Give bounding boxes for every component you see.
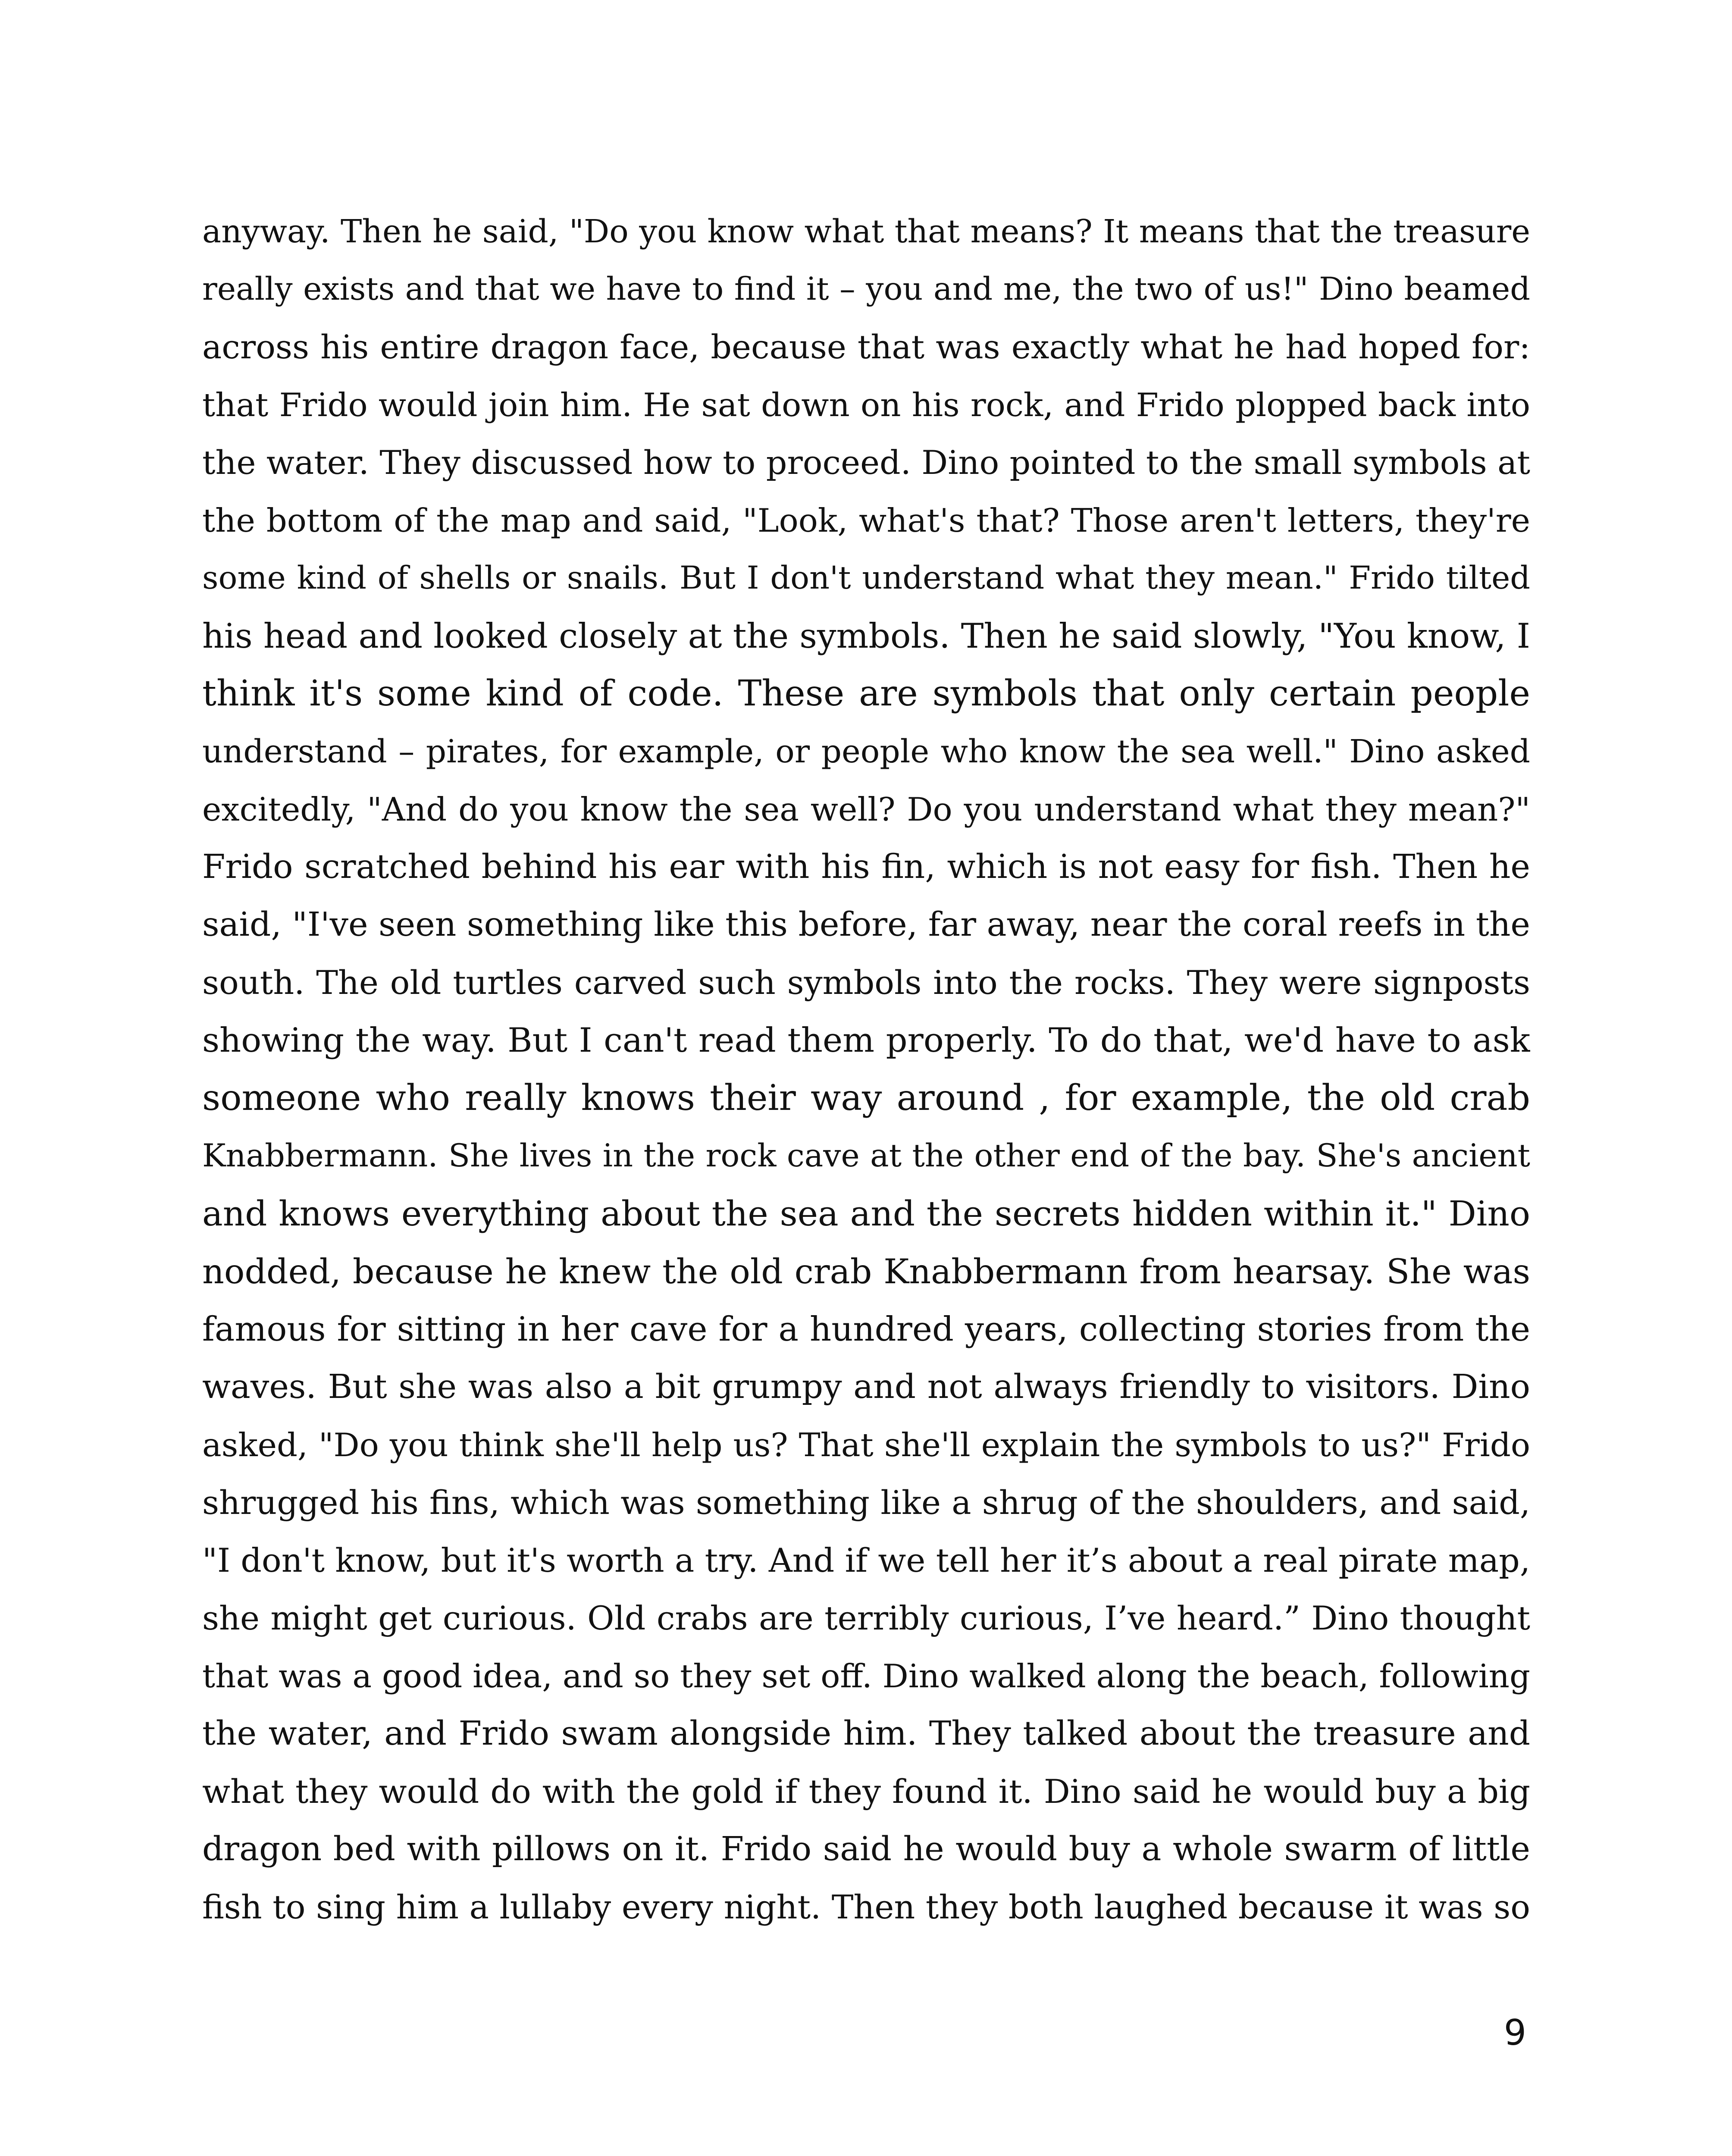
text-line: Frido scratched behind his ear with his fin, which is not easy for fish. Then he: [202, 848, 1530, 886]
text-line: anyway. Then he said, "Do you know what that means? It means that the treasure: [202, 213, 1530, 250]
text-line: Knabbermann. She lives in the rock cave at the other end of the bay. She's ancient: [202, 1138, 1530, 1174]
text-line: she might get curious. Old crabs are terribly curious, I’ve heard.” Dino thought: [202, 1599, 1530, 1637]
text-line: "I don't know, but it's worth a try. And if we tell her it’s about a real pirate map,: [202, 1541, 1530, 1579]
text-line: shrugged his fins, which was something like a shrug of the shoulders, and said,: [202, 1483, 1530, 1522]
text-line: waves. But she was also a bit grumpy and not always friendly to visitors. Dino: [202, 1368, 1530, 1406]
body-paragraph: [202, 203, 1530, 1936]
text-line: someone who really knows their way around , for example, the old crab: [202, 1078, 1530, 1119]
text-line: excitedly, "And do you know the sea well? Do you understand what they mean?": [202, 790, 1530, 828]
text-line: that Frido would join him. He sat down on his rock, and Frido plopped back into: [202, 386, 1530, 424]
text-line: the water, and Frido swam alongside him. They talked about the treasure and: [202, 1714, 1530, 1753]
text-line: south. The old turtles carved such symbols into the rocks. They were signposts: [202, 963, 1530, 1002]
text-line: some kind of shells or snails. But I don't understand what they mean." Frido tilted: [202, 560, 1530, 596]
text-line: across his entire dragon face, because that was exactly what he had hoped for:: [202, 328, 1530, 366]
text-line: said, "I've seen something like this before, far away, near the coral reefs in the: [202, 906, 1530, 944]
text-line: showing the way. But I can't read them properly. To do that, we'd have to ask: [202, 1021, 1530, 1060]
text-line: understand – pirates, for example, or people who know the sea well." Dino asked: [202, 733, 1530, 770]
text-line: the water. They discussed how to proceed. Dino pointed to the small symbols at: [202, 443, 1530, 482]
text-line: nodded, because he knew the old crab Knabbermann from hearsay. She was: [202, 1252, 1530, 1291]
text-line: really exists and that we have to find it – you and me, the two of us!" Dino beamed: [202, 271, 1530, 307]
text-line: dragon bed with pillows on it. Frido said he would buy a whole swarm of little: [202, 1830, 1530, 1868]
text-line: famous for sitting in her cave for a hundred years, collecting stories from the: [202, 1310, 1530, 1349]
text-line: that was a good idea, and so they set off. Dino walked along the beach, following: [202, 1657, 1530, 1695]
text-line: asked, "Do you think she'll help us? That she'll explain the symbols to us?" Frido: [202, 1426, 1530, 1464]
text-line: his head and looked closely at the symbols. Then he said slowly, "You know, I: [202, 616, 1530, 656]
text-line: what they would do with the gold if they found it. Dino said he would buy a big: [202, 1772, 1530, 1811]
text-line: the bottom of the map and said, "Look, what's that? Those aren't letters, they're: [202, 501, 1530, 539]
text-line: fish to sing him a lullaby every night. Then they both laughed because it was so: [202, 1888, 1530, 1926]
text-line: and knows everything about the sea and the secrets hidden within it." Dino: [202, 1194, 1530, 1234]
page-number: 9: [1503, 2012, 1526, 2053]
text-line: think it's some kind of code. These are symbols that only certain people: [202, 673, 1530, 714]
